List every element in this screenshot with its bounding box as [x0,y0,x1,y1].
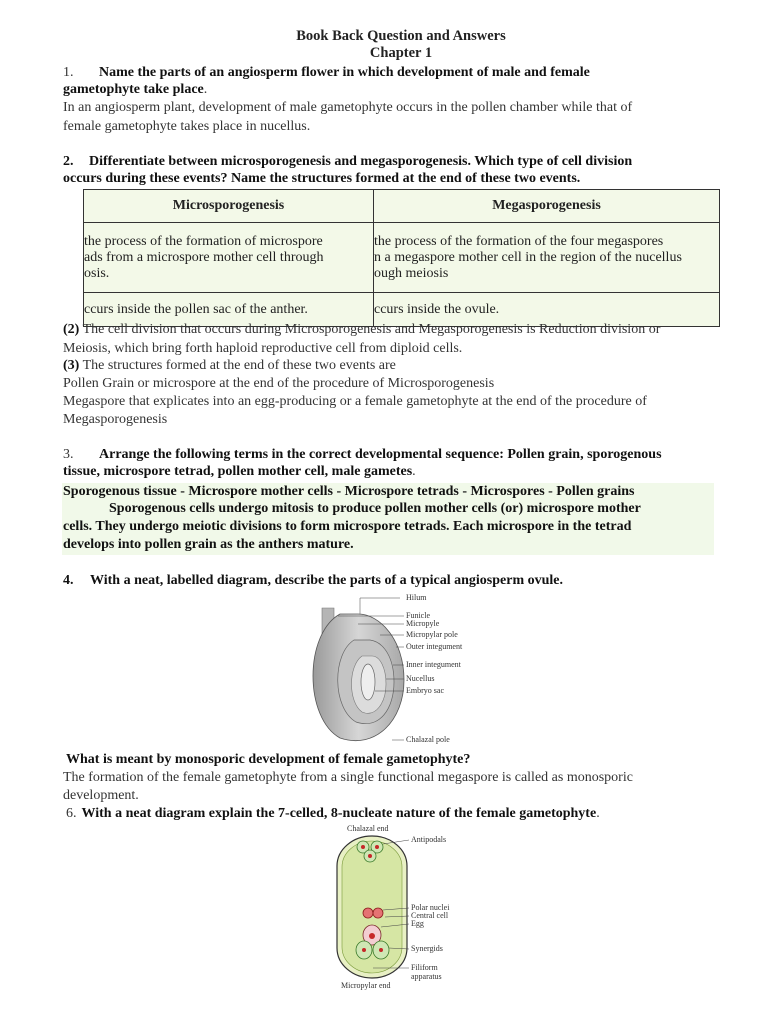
q3-answer-line2: Sporogenous cells undergo mitosis to produce pollen mother cells (or) microspore mother [109,501,641,516]
q3-number: 3. [63,447,74,462]
polar-nucleus [373,908,383,918]
table-header-row [84,190,720,223]
table-row [84,223,720,293]
label-chalazal-end: Chalazal end [347,824,389,833]
q2-question: 2. Differentiate between microsporogenesis and megasporogenesis. Which type of cell division [63,154,633,169]
label-apparatus: apparatus [411,972,442,981]
label-nucellus: Nucellus [406,674,435,683]
label-outer-integument: Outer integument [406,642,463,651]
q4-number: 4. [63,573,74,588]
label-polar-nuclei: Polar nuclei [411,903,450,912]
label-hilum: Hilum [406,593,427,602]
label-filiform: Filiform [411,963,438,972]
q3-answer-line3: cells. They undergo meiotic divisions to form microspore tetrads. Each microspore in the tetrad [63,519,632,534]
q1-answer: In an angiosperm plant, development of male gametophyte occurs in the pollen chamber while that of [63,100,633,115]
q5-question: What is meant by monosporic development of female gametophyte? [66,752,471,767]
q2-answer-2: (2) The cell division that occurs during Microsporogenesis and Megasporogenesis is Reduction division or [63,322,661,337]
ovule-diagram [300,590,500,748]
q5-answer: The formation of the female gametophyte from a single functional megaspore is called as monosporic [63,770,633,785]
q3-answer-line4: develops into pollen grain as the anthers mature. [63,537,354,552]
table-cell: the process of the formation of the four megaspores n a megaspore mother cell in the region of the nucellus ough meiosis [374,223,720,293]
polar-nucleus [363,908,373,918]
q2-answer-3-line2: Pollen Grain or microspore at the end of the procedure of Microsporogenesis [63,376,495,391]
table-cell: the process of the formation of microspore ads from a microspore mother cell through osis. [84,223,374,293]
q2-answer-2-cont: Meiosis, which bring forth haploid reproductive cell from diploid cells. [63,341,463,356]
q2-answer-3-line3: Megaspore that explicates into an egg-producing or a female gametophyte at the end of the procedure of [63,394,647,409]
q1-question: 1. Name the parts of an angiosperm flower in which development of male and female [63,65,590,80]
table-cell: ccurs inside the pollen sac of the anther. [84,293,374,327]
table-header-mega: Megasporogenesis [374,190,720,223]
q6-question: 6. With a neat diagram explain the 7-celled, 8-nucleate nature of the female gametophyte. [66,806,600,821]
label-central-cell: Central cell [411,911,449,920]
q2-answer-3: (3) The structures formed at the end of these two events are [63,358,396,373]
q3-answer: Sporogenous tissue - Microspore mother cells - Microspore tetrads - Microspores - Pollen grains [63,484,635,499]
label-micropylar-end: Micropylar end [341,981,391,990]
q6-number: 6. [66,806,77,821]
label-antipodals: Antipodals [411,835,447,844]
q2-question-cont: occurs during these events? Name the structures formed at the end of these two events. [63,171,581,186]
label-inner-integument: Inner integument [406,660,461,669]
table-header-micro: Microsporogenesis [84,190,374,223]
q1-question-cont: gametophyte take place. [63,82,208,97]
label-micropyle: Micropyle [406,619,440,628]
q1-answer-cont: female gametophyte takes place in nucellus. [63,119,311,134]
q3-question-cont: tissue, microspore tetrad, pollen mother cell, male gametes. [63,464,416,479]
q4-question: 4. With a neat, labelled diagram, describe the parts of a typical angiosperm ovule. [63,573,563,588]
label-micropylar-pole: Micropylar pole [406,630,458,639]
label-egg: Egg [411,919,424,928]
label-synergids: Synergids [411,944,443,953]
embryo-sac-shape [361,664,375,700]
comparison-table [83,189,720,327]
page-title: Book Back Question and Answers [296,28,506,44]
q3-question: 3. Arrange the following terms in the correct developmental sequence: Pollen grain, sporogenous [63,447,662,462]
female-gametophyte-diagram [325,822,455,990]
chapter-heading: Chapter 1 [369,45,433,61]
q1-number: 1. [63,65,74,80]
label-chalazal-pole: Chalazal pole [406,735,450,744]
q5-answer-cont: development. [63,788,139,803]
label-embryo-sac: Embryo sac [406,686,444,695]
label-funicle: Funicle [406,611,430,620]
q2-number: 2. [63,154,74,169]
q2-answer-3-line4: Megasporogenesis [63,412,168,427]
table-cell: ccurs inside the ovule. [374,293,720,327]
